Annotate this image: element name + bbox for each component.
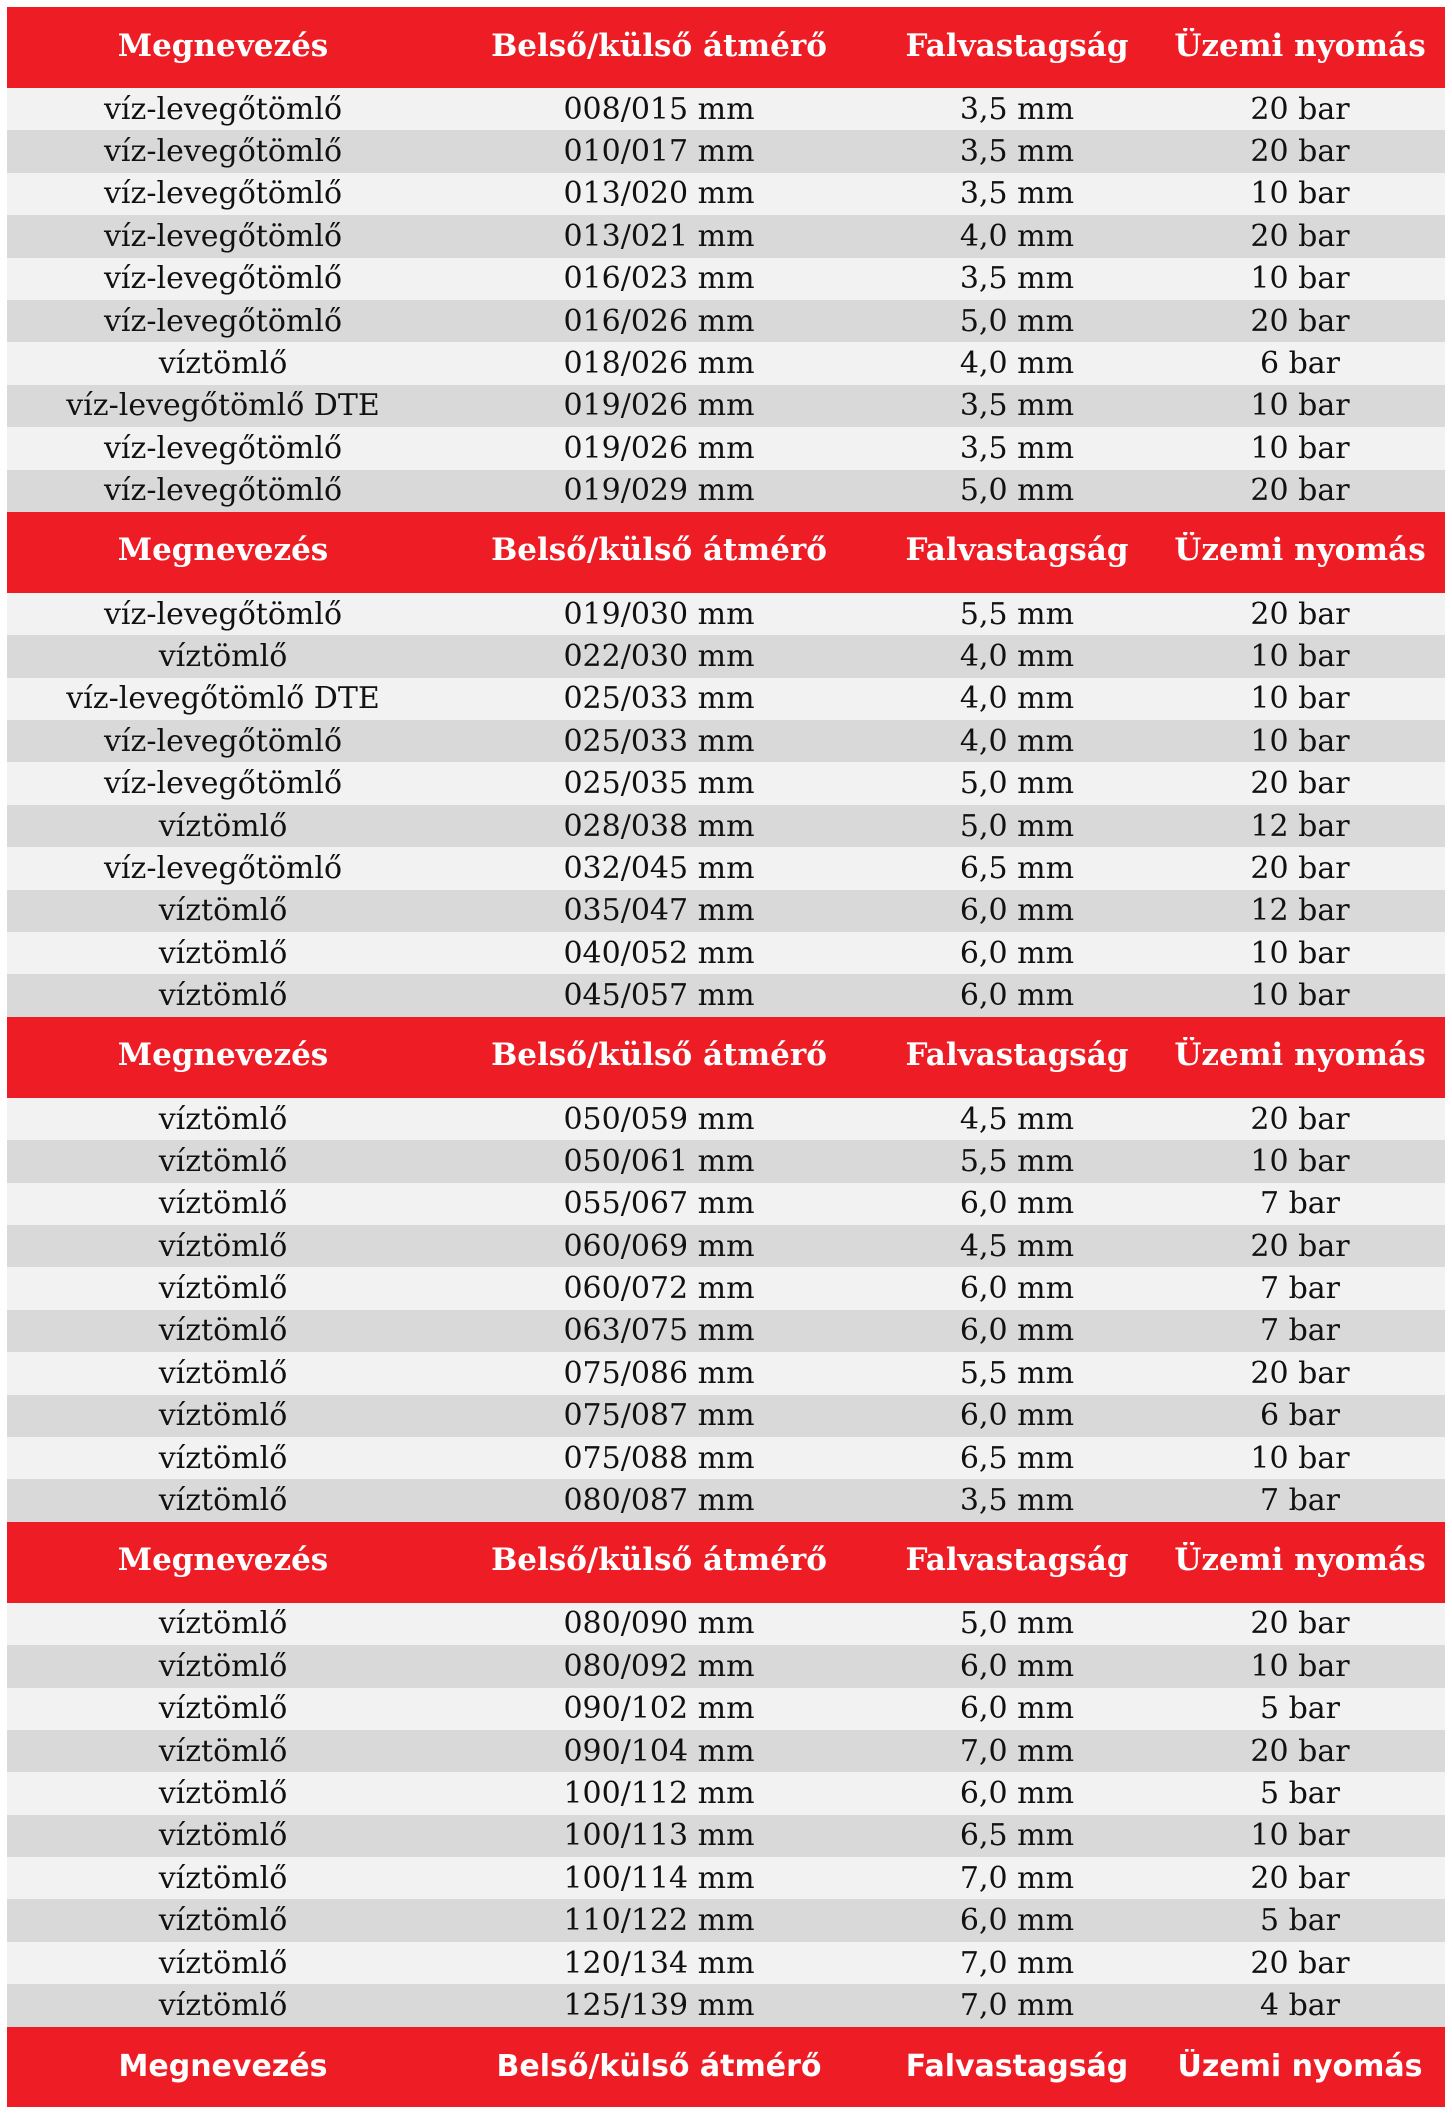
footer-wall-thickness: Falvastagság [905,2049,1129,2085]
header-pressure: Üzemi nyomás [1174,27,1426,64]
cell-name: víztömlő [158,1143,288,1179]
cell-name: víz-levegőtömlő [103,218,343,254]
cell-pressure: 20 bar [1250,1945,1350,1981]
cell-pressure: 12 bar [1250,893,1350,929]
cell-wall-thickness: 6,5 mm [959,1818,1075,1854]
cell-wall-thickness: 6,5 mm [959,1440,1075,1476]
cell-diameter: 010/017 mm [563,134,755,170]
table-row [7,130,1445,172]
table-row [7,1942,1445,1984]
cell-diameter: 050/059 mm [563,1101,755,1137]
cell-pressure: 20 bar [1250,473,1350,509]
cell-pressure: 7 bar [1259,1313,1341,1349]
table-section [7,88,1445,512]
cell-wall-thickness: 6,0 mm [959,1691,1075,1727]
cell-name: víztömlő [158,1355,288,1391]
cell-name: víztömlő [158,638,288,674]
cell-diameter: 100/112 mm [563,1775,755,1811]
cell-diameter: 035/047 mm [563,893,755,929]
cell-pressure: 5 bar [1259,1903,1341,1939]
cell-pressure: 20 bar [1250,218,1350,254]
table-row [7,593,1445,635]
cell-name: víztömlő [158,978,288,1014]
cell-name: víz-levegőtömlő [103,134,343,170]
table-row [7,974,1445,1016]
cell-name: víztömlő [158,1606,288,1642]
cell-wall-thickness: 4,0 mm [959,346,1075,382]
table-row [7,720,1445,762]
cell-wall-thickness: 5,0 mm [959,808,1075,844]
cell-diameter: 075/086 mm [563,1355,755,1391]
cell-name: víztömlő [158,1648,288,1684]
table-row [7,300,1445,342]
cell-wall-thickness: 7,0 mm [959,1945,1075,1981]
cell-wall-thickness: 4,0 mm [959,638,1075,674]
header-pressure: Üzemi nyomás [1174,1542,1426,1579]
cell-pressure: 10 bar [1250,1818,1350,1854]
cell-diameter: 013/021 mm [563,218,755,254]
table-row [7,1140,1445,1182]
cell-pressure: 20 bar [1250,134,1350,170]
cell-name: víztömlő [158,1186,288,1222]
cell-name: víz-levegőtömlő [103,766,343,802]
header-name: Megnevezés [117,1037,329,1074]
cell-pressure: 10 bar [1250,1648,1350,1684]
cell-diameter: 019/030 mm [563,596,755,632]
cell-diameter: 075/087 mm [563,1398,755,1434]
cell-diameter: 080/092 mm [563,1648,755,1684]
cell-pressure: 20 bar [1250,303,1350,339]
table-row [7,215,1445,257]
cell-name: víz-levegőtömlő DTE [66,681,380,717]
table-row [7,1772,1445,1814]
cell-pressure: 10 bar [1250,681,1350,717]
cell-pressure: 20 bar [1250,766,1350,802]
header-diameter: Belső/külső átmérő [491,532,827,569]
cell-wall-thickness: 4,5 mm [959,1101,1075,1137]
table-row [7,1688,1445,1730]
cell-wall-thickness: 6,0 mm [959,1398,1075,1434]
cell-name: víztömlő [158,1903,288,1939]
table-row [7,1225,1445,1267]
cell-name: víztömlő [158,1818,288,1854]
cell-wall-thickness: 7,0 mm [959,1733,1075,1769]
cell-pressure: 10 bar [1250,638,1350,674]
table-row [7,470,1445,512]
cell-name: víztömlő [158,1483,288,1519]
table-footer [7,2027,1445,2107]
cell-pressure: 20 bar [1250,1355,1350,1391]
table-row [7,1730,1445,1772]
cell-diameter: 013/020 mm [563,176,755,212]
table-section [7,593,1445,1017]
cell-name: víztömlő [158,1733,288,1769]
header-name: Megnevezés [117,27,329,64]
cell-name: víz-levegőtömlő [103,91,343,127]
cell-pressure: 20 bar [1250,91,1350,127]
cell-diameter: 110/122 mm [563,1903,755,1939]
cell-wall-thickness: 3,5 mm [959,1483,1075,1519]
cell-wall-thickness: 4,0 mm [959,681,1075,717]
cell-diameter: 018/026 mm [563,346,755,382]
table-row [7,258,1445,300]
cell-wall-thickness: 7,0 mm [959,1987,1075,2023]
cell-diameter: 060/069 mm [563,1228,755,1264]
cell-diameter: 090/104 mm [563,1733,755,1769]
cell-wall-thickness: 6,0 mm [959,978,1075,1014]
cell-pressure: 7 bar [1259,1483,1341,1519]
cell-name: víztömlő [158,808,288,844]
cell-name: víztömlő [158,935,288,971]
cell-diameter: 063/075 mm [563,1313,755,1349]
table-row [7,173,1445,215]
header-wall-thickness: Falvastagság [905,1037,1129,1074]
cell-pressure: 6 bar [1259,1398,1341,1434]
table-row [7,635,1445,677]
cell-name: víz-levegőtömlő [103,596,343,632]
cell-pressure: 20 bar [1250,1101,1350,1137]
cell-name: víztömlő [158,1228,288,1264]
cell-wall-thickness: 5,0 mm [959,1606,1075,1642]
cell-diameter: 025/035 mm [563,766,755,802]
cell-wall-thickness: 3,5 mm [959,91,1075,127]
table-header [7,7,1445,88]
cell-diameter: 019/026 mm [563,430,755,466]
table-row [7,1603,1445,1645]
table-header [7,1017,1445,1098]
table-row [7,890,1445,932]
cell-pressure: 20 bar [1250,850,1350,886]
header-pressure: Üzemi nyomás [1174,532,1426,569]
cell-pressure: 10 bar [1250,430,1350,466]
cell-diameter: 040/052 mm [563,935,755,971]
cell-wall-thickness: 6,0 mm [959,1186,1075,1222]
cell-diameter: 028/038 mm [563,808,755,844]
table-row [7,847,1445,889]
cell-pressure: 10 bar [1250,1440,1350,1476]
table-row [7,1310,1445,1352]
cell-diameter: 025/033 mm [563,681,755,717]
cell-diameter: 022/030 mm [563,638,755,674]
cell-pressure: 7 bar [1259,1271,1341,1307]
table-row [7,678,1445,720]
cell-wall-thickness: 6,5 mm [959,850,1075,886]
cell-diameter: 016/026 mm [563,303,755,339]
cell-wall-thickness: 6,0 mm [959,1648,1075,1684]
cell-pressure: 20 bar [1250,1606,1350,1642]
cell-pressure: 20 bar [1250,596,1350,632]
cell-diameter: 125/139 mm [563,1987,755,2023]
cell-diameter: 008/015 mm [563,91,755,127]
cell-pressure: 20 bar [1250,1733,1350,1769]
table-row [7,1815,1445,1857]
footer-diameter: Belső/külső átmérő [496,2049,822,2085]
cell-name: víztömlő [158,1691,288,1727]
cell-pressure: 5 bar [1259,1691,1341,1727]
cell-pressure: 20 bar [1250,1860,1350,1896]
table-row [7,1479,1445,1521]
cell-name: víz-levegőtömlő [103,176,343,212]
header-wall-thickness: Falvastagság [905,1542,1129,1579]
cell-pressure: 12 bar [1250,808,1350,844]
table-row [7,1183,1445,1225]
table-section [7,1098,1445,1522]
cell-name: víztömlő [158,1945,288,1981]
table-row [7,88,1445,130]
header-diameter: Belső/külső átmérő [491,1037,827,1074]
cell-name: víztömlő [158,1440,288,1476]
cell-wall-thickness: 6,0 mm [959,1903,1075,1939]
table-row [7,1098,1445,1140]
table-row [7,1984,1445,2026]
cell-wall-thickness: 4,5 mm [959,1228,1075,1264]
cell-pressure: 10 bar [1250,176,1350,212]
cell-wall-thickness: 3,5 mm [959,388,1075,424]
header-diameter: Belső/külső átmérő [491,27,827,64]
cell-name: víz-levegőtömlő [103,850,343,886]
cell-name: víztömlő [158,1101,288,1137]
cell-wall-thickness: 5,5 mm [959,596,1075,632]
cell-pressure: 4 bar [1259,1987,1341,2023]
cell-wall-thickness: 3,5 mm [959,261,1075,297]
cell-diameter: 075/088 mm [563,1440,755,1476]
header-wall-thickness: Falvastagság [905,532,1129,569]
table-row [7,342,1445,384]
cell-diameter: 080/087 mm [563,1483,755,1519]
cell-diameter: 120/134 mm [563,1945,755,1981]
footer-pressure: Üzemi nyomás [1177,2049,1423,2085]
table-header [7,1522,1445,1603]
cell-pressure: 10 bar [1250,388,1350,424]
cell-wall-thickness: 6,0 mm [959,893,1075,929]
table-row [7,805,1445,847]
cell-name: víz-levegőtömlő [103,261,343,297]
cell-diameter: 055/067 mm [563,1186,755,1222]
table-header [7,512,1445,593]
cell-name: víztömlő [158,893,288,929]
table-row [7,385,1445,427]
cell-wall-thickness: 3,5 mm [959,134,1075,170]
cell-diameter: 019/029 mm [563,473,755,509]
cell-diameter: 090/102 mm [563,1691,755,1727]
cell-pressure: 10 bar [1250,935,1350,971]
header-pressure: Üzemi nyomás [1174,1037,1426,1074]
cell-diameter: 025/033 mm [563,723,755,759]
table-row [7,1645,1445,1687]
cell-diameter: 080/090 mm [563,1606,755,1642]
cell-name: víztömlő [158,1860,288,1896]
cell-name: víztömlő [158,346,288,382]
cell-wall-thickness: 6,0 mm [959,935,1075,971]
header-wall-thickness: Falvastagság [905,27,1129,64]
cell-wall-thickness: 6,0 mm [959,1313,1075,1349]
cell-wall-thickness: 6,0 mm [959,1271,1075,1307]
cell-wall-thickness: 3,5 mm [959,430,1075,466]
table-row [7,932,1445,974]
table-row [7,1899,1445,1941]
cell-diameter: 100/113 mm [563,1818,755,1854]
cell-wall-thickness: 5,5 mm [959,1355,1075,1391]
table-row [7,762,1445,804]
cell-diameter: 100/114 mm [563,1860,755,1896]
cell-diameter: 050/061 mm [563,1143,755,1179]
cell-diameter: 032/045 mm [563,850,755,886]
cell-pressure: 20 bar [1250,1228,1350,1264]
table-row [7,1857,1445,1899]
table-row [7,1352,1445,1394]
cell-wall-thickness: 5,0 mm [959,473,1075,509]
cell-pressure: 10 bar [1250,261,1350,297]
table-row [7,1267,1445,1309]
table-section [7,1603,1445,2027]
cell-diameter: 019/026 mm [563,388,755,424]
cell-name: víztömlő [158,1987,288,2023]
footer-name: Megnevezés [118,2049,328,2085]
hose-spec-table [7,7,1445,2107]
cell-name: víz-levegőtömlő [103,430,343,466]
header-name: Megnevezés [117,532,329,569]
cell-pressure: 10 bar [1250,723,1350,759]
cell-name: víztömlő [158,1271,288,1307]
cell-name: víztömlő [158,1398,288,1434]
cell-wall-thickness: 5,0 mm [959,766,1075,802]
cell-wall-thickness: 5,0 mm [959,303,1075,339]
cell-name: víz-levegőtömlő [103,473,343,509]
cell-diameter: 016/023 mm [563,261,755,297]
cell-pressure: 5 bar [1259,1775,1341,1811]
cell-diameter: 060/072 mm [563,1271,755,1307]
cell-name: víztömlő [158,1775,288,1811]
table-row [7,1395,1445,1437]
header-name: Megnevezés [117,1542,329,1579]
cell-wall-thickness: 4,0 mm [959,723,1075,759]
cell-name: víz-levegőtömlő [103,723,343,759]
cell-name: víz-levegőtömlő DTE [66,388,380,424]
cell-wall-thickness: 7,0 mm [959,1860,1075,1896]
table-row [7,427,1445,469]
cell-name: víz-levegőtömlő [103,303,343,339]
cell-pressure: 10 bar [1250,978,1350,1014]
cell-pressure: 10 bar [1250,1143,1350,1179]
table-row [7,1437,1445,1479]
cell-pressure: 6 bar [1259,346,1341,382]
cell-wall-thickness: 6,0 mm [959,1775,1075,1811]
cell-name: víztömlő [158,1313,288,1349]
cell-wall-thickness: 3,5 mm [959,176,1075,212]
cell-wall-thickness: 4,0 mm [959,218,1075,254]
header-diameter: Belső/külső átmérő [491,1542,827,1579]
cell-wall-thickness: 5,5 mm [959,1143,1075,1179]
cell-diameter: 045/057 mm [563,978,755,1014]
cell-pressure: 7 bar [1259,1186,1341,1222]
